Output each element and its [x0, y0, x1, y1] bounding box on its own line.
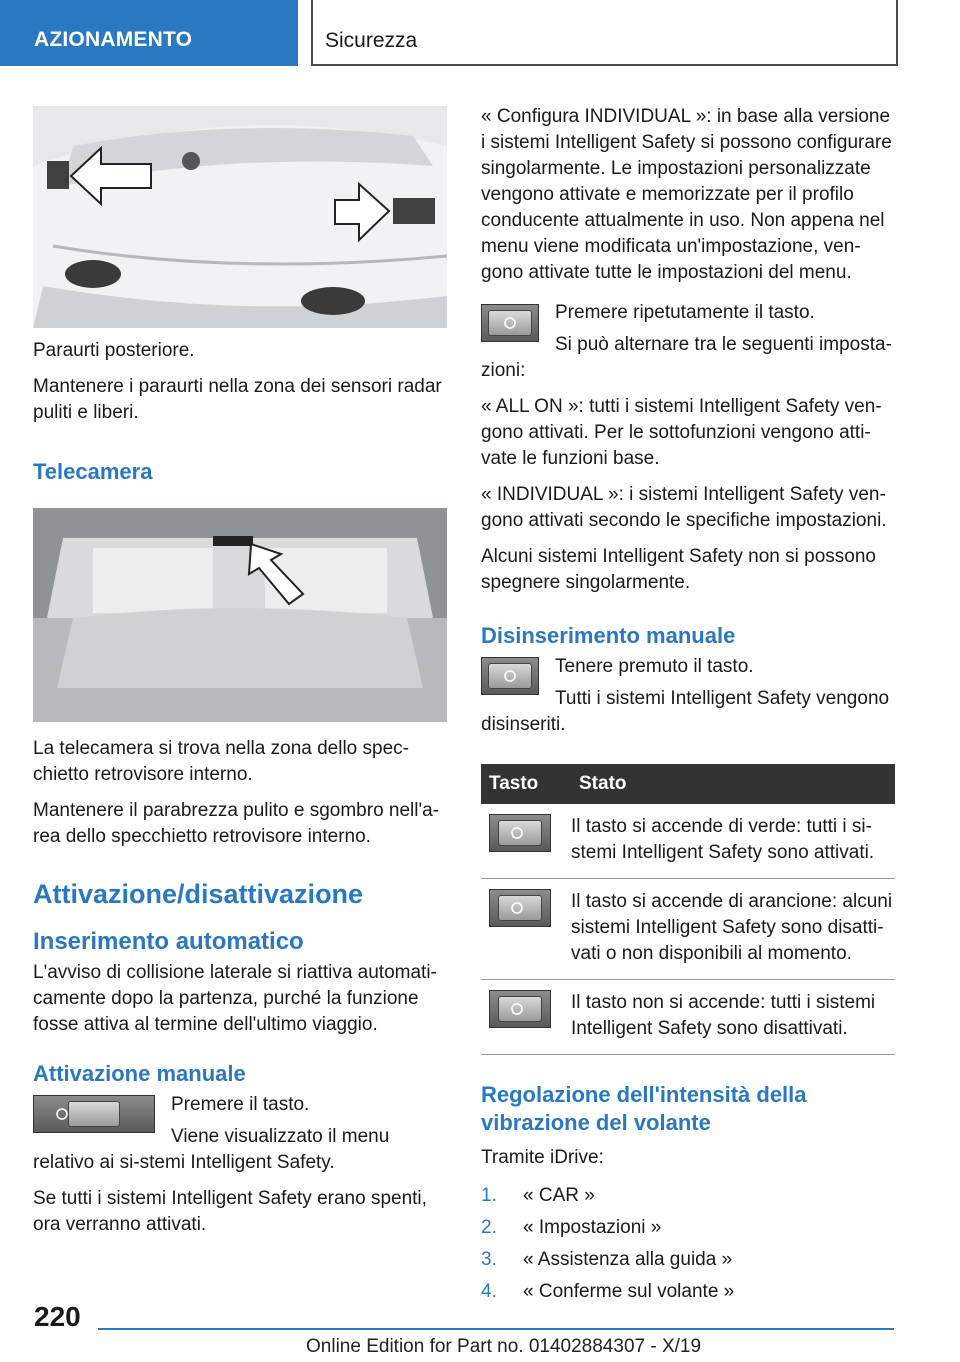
page-number: 220 [34, 1301, 81, 1332]
list-item: 2. « Impostazioni » [481, 1217, 662, 1238]
individual-text: « INDIVIDUAL »: i sistemi Intelligent Safety ven-gono attivati secondo le specifiche impostazioni. [481, 484, 887, 531]
section-tab [0, 0, 298, 66]
button-block-2 [481, 300, 895, 384]
status-cell: Il tasto si accende di arancione: alcuni sistemi Intelligent Safety sono disatti-vati o non disponibili al momento. [571, 879, 895, 980]
col-button: Tasto [481, 764, 571, 804]
safety-button-image [481, 304, 539, 342]
hold-button-text: Tenere premuto il tasto. [555, 656, 754, 677]
safety-button-image [481, 657, 539, 695]
section-title: AZIONAMENTO [34, 28, 193, 51]
idrive-text: Tramite iDrive: [481, 1147, 604, 1168]
reactivate-text: Se tutti i sistemi Intelligent Safety erano spenti, ora verranno attivati. [33, 1188, 427, 1235]
camera-location-text: La telecamera si trova nella zona dello spec-chietto retrovisore interno. [33, 738, 409, 785]
footer-divider [98, 1328, 894, 1330]
right-column [481, 104, 895, 1311]
list-item: 3. « Assistenza alla guida » [481, 1249, 733, 1270]
table-header [481, 764, 895, 804]
bumper-caption: Paraurti posteriore. [33, 340, 195, 361]
camera-clean-text: Mantenere il parabrezza pulito e sgombro nell'a-rea dello specchietto retrovisore interno. [33, 800, 440, 847]
button-orange-image [489, 889, 551, 927]
edition-footer: Online Edition for Part no. 01402884307 - X/19 [306, 1336, 702, 1357]
menu-shown-text: Viene visualizzato il menu relativo ai si-stemi Intelligent Safety. [33, 1126, 390, 1173]
alternate-text: Si può alternare tra le seguenti imposta-zioni: [481, 334, 892, 381]
button-block-1 [33, 1092, 447, 1176]
status-cell: Il tasto si accende di verde: tutti i si-stemi Intelligent Safety sono attivati. [571, 804, 895, 879]
auto-text: L'avviso di collisione laterale si riattiva automati-camente dopo la partenza, purché la funzione fosse attiva al termine dell'ultimo viaggio. [33, 962, 437, 1035]
heading-disable: Disinserimento manuale [481, 623, 736, 648]
safety-button-image [33, 1095, 155, 1133]
status-table [481, 764, 895, 1055]
chapter-title: Sicurezza [325, 29, 418, 52]
heading-manual: Attivazione manuale [33, 1061, 246, 1086]
left-column [33, 338, 447, 1248]
chapter-tab [311, 0, 898, 66]
list-item: 4. « Conferme sul volante » [481, 1281, 735, 1302]
table-row [481, 980, 895, 1055]
table-row [481, 804, 895, 879]
button-off-image [489, 990, 551, 1028]
camera-interior-image [33, 508, 447, 722]
cannot-disable-text: Alcuni sistemi Intelligent Safety non si possono spegnere singolarmente. [481, 546, 876, 593]
press-button-text: Premere il tasto. [171, 1094, 310, 1115]
button-green-image [489, 814, 551, 852]
steps-list [481, 1183, 895, 1305]
rear-bumper-image [33, 106, 447, 328]
heading-camera: Telecamera [33, 459, 153, 484]
button-block-3 [481, 654, 895, 738]
bumper-text: Mantenere i paraurti nella zona dei sensori radar puliti e liberi. [33, 376, 442, 423]
col-status: Stato [571, 764, 895, 804]
heading-auto: Inserimento automatico [33, 928, 304, 955]
configure-individual-text: « Configura INDIVIDUAL »: in base alla versione i sistemi Intelligent Safety si possono configurare singolarmente. Le impostazioni personalizzate vengono attivate e memorizzate per il profilo conducente attualmente in uso. Non appena nel menu viene modificata un'impostazione, ven-gono attivate tutte le impostazioni del menu. [481, 106, 892, 283]
press-repeat-text: Premere ripetutamente il tasto. [555, 302, 815, 323]
list-item: 1. « CAR » [481, 1185, 595, 1206]
all-on-text: « ALL ON »: tutti i sistemi Intelligent Safety ven-gono attivati. Per le sottofunzioni vengono atti-vate le funzioni base. [481, 396, 882, 469]
all-disabled-text: Tutti i sistemi Intelligent Safety vengono disinseriti. [481, 688, 890, 735]
heading-vibration: Regolazione dell'intensità della vibrazione del volante [481, 1082, 807, 1135]
heading-activation: Attivazione/disattivazione [33, 879, 364, 909]
table-row [481, 879, 895, 980]
status-cell: Il tasto non si accende: tutti i sistemi Intelligent Safety sono disattivati. [571, 980, 895, 1055]
